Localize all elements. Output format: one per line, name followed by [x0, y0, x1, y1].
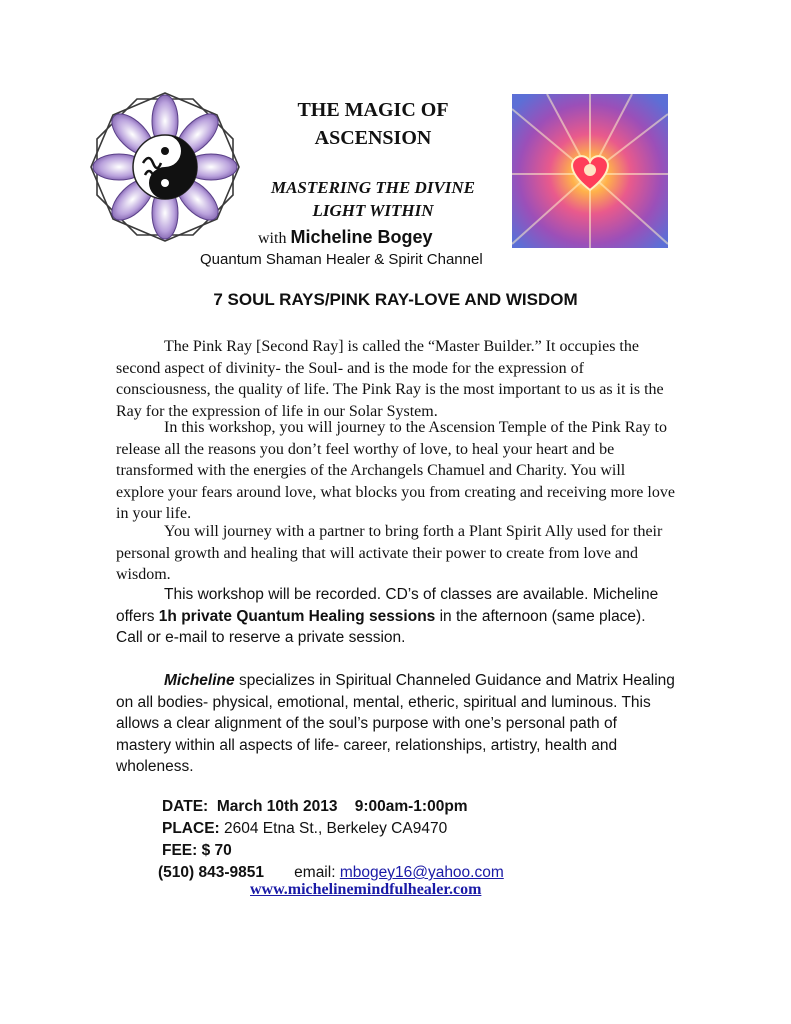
section-heading: 7 SOUL RAYS/PINK RAY-LOVE AND WISDOM	[213, 290, 578, 309]
fee-label: FEE:	[162, 842, 198, 859]
subtitle-line-2: LIGHT WITHIN	[312, 201, 434, 220]
recording-text-2: in the afternoon (same place). Call or e-mail to reserve a private session.	[116, 607, 646, 646]
fee-row	[162, 840, 504, 862]
event-details	[158, 796, 504, 884]
presenter-credential: Quantum Shaman Healer & Spirit Channel	[200, 251, 483, 268]
place-row	[162, 818, 504, 840]
date-value: March 10th 2013	[216, 798, 338, 815]
title-line-2: ASCENSION	[314, 127, 432, 149]
event-title	[250, 96, 496, 152]
with-prefix: with	[258, 230, 287, 247]
radiant-heart-image	[512, 94, 668, 248]
event-subtitle	[250, 176, 496, 222]
bio-text: specializes in Spiritual Channeled Guidance and Matrix Healing on all bodies- physical, emotional, mental, etheric, spiritual and luminous. This allows a clear alignment of the soul’s purpose with one’s personal path of mastery within all aspects of life- career, relationships, artistry, health and wholeness.	[116, 672, 675, 775]
paragraph-pink-ray: The Pink Ray [Second Ray] is called the “Master Builder.” It occupies the second aspect of divinity- the Soul- and is the mode for the expression of consciousness, the quality of life. The Pink Ray is the most important to us as it is the Ray for the expression of life in our Solar System.	[116, 338, 664, 420]
date-label: DATE:	[162, 798, 209, 815]
paragraph-bio	[116, 670, 676, 778]
title-line-1: THE MAGIC OF	[297, 99, 449, 121]
presenter-line	[258, 226, 432, 250]
paragraph-recording	[116, 584, 676, 649]
paragraph-partner-journey: You will journey with a partner to bring forth a Plant Spirit Ally used for their personal growth and healing that will activate their power to create from love and wisdom.	[116, 523, 663, 583]
lotus-yin-yang-logo	[88, 90, 242, 244]
phone-number: (510) 843-9851	[158, 864, 264, 881]
subtitle-line-1: MASTERING THE DIVINE	[270, 178, 476, 197]
date-row	[162, 796, 504, 818]
fee-value: $ 70	[201, 842, 232, 859]
time-value: 9:00am-1:00pm	[354, 798, 468, 815]
email-label: email:	[294, 864, 336, 881]
paragraph-workshop: In this workshop, you will journey to the Ascension Temple of the Pink Ray to release all the reasons you don’t feel worthy of love, to heal your heart and be transformed with the energies of the Archangels Chamuel and Charity. You will explore your fears around love, what blocks you from creating and receiving more love in your life.	[116, 419, 675, 522]
website-link[interactable]: www.michelinemindfulhealer.com	[250, 881, 482, 898]
place-label: PLACE:	[162, 820, 220, 837]
private-sessions-highlight: 1h private Quantum Healing sessions	[158, 607, 436, 625]
recording-text-1: This workshop will be recorded. CD’s of classes are available. Micheline offers	[116, 586, 659, 625]
bio-name: Micheline	[164, 672, 235, 689]
place-value: 2604 Etna St., Berkeley CA9470	[224, 820, 448, 837]
presenter-name: Micheline Bogey	[290, 227, 433, 247]
email-link[interactable]: mbogey16@yahoo.com	[339, 864, 504, 881]
